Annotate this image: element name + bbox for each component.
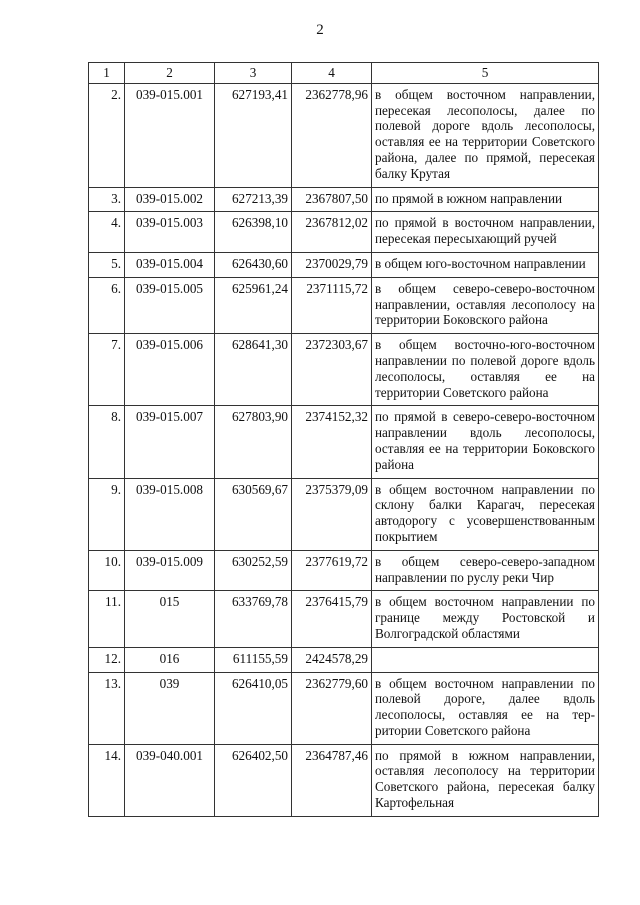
row-number: 12. <box>89 647 125 672</box>
table-row <box>89 406 599 478</box>
coord-y: 2377619,72 <box>292 550 372 591</box>
boundary-description: по прямой в восточном направлении, пересекая пересыхающий ручей <box>372 212 599 253</box>
coord-x: 627803,90 <box>215 406 292 478</box>
boundary-description: в общем восточно-юго-восточном направлении по полевой дороге вдоль лесополосы, оставляя ее на территории Советского района <box>372 334 599 406</box>
table-row <box>89 187 599 212</box>
coord-y: 2372303,67 <box>292 334 372 406</box>
point-code: 015 <box>125 591 215 647</box>
coord-y: 2374152,32 <box>292 406 372 478</box>
boundary-description: в общем восточном направлении по полевой дороге, далее вдоль лесополосы, оставляя ее на территории Советского района <box>372 672 599 744</box>
point-code: 039-015.002 <box>125 187 215 212</box>
table-row <box>89 277 599 333</box>
coord-y: 2375379,09 <box>292 478 372 550</box>
coord-x: 626402,50 <box>215 744 292 816</box>
row-number: 13. <box>89 672 125 744</box>
point-code: 039-040.001 <box>125 744 215 816</box>
table-row <box>89 591 599 647</box>
point-code: 039-015.001 <box>125 83 215 187</box>
page-number: 2 <box>316 22 324 38</box>
coord-y: 2424578,29 <box>292 647 372 672</box>
header-row <box>89 63 599 84</box>
point-code: 039-015.003 <box>125 212 215 253</box>
coord-y: 2362778,96 <box>292 83 372 187</box>
row-number: 10. <box>89 550 125 591</box>
row-number: 14. <box>89 744 125 816</box>
row-number: 9. <box>89 478 125 550</box>
boundary-description: в общем юго-восточном направлении <box>372 252 599 277</box>
header-cell-3: 3 <box>215 63 292 84</box>
row-number: 7. <box>89 334 125 406</box>
coord-x: 611155,59 <box>215 647 292 672</box>
table-row <box>89 744 599 816</box>
coord-y: 2376415,79 <box>292 591 372 647</box>
table-body <box>89 83 599 816</box>
boundary-description: по прямой в южном направлении <box>372 187 599 212</box>
table-row <box>89 83 599 187</box>
coord-x: 626398,10 <box>215 212 292 253</box>
coord-x: 626410,05 <box>215 672 292 744</box>
header-cell-5: 5 <box>372 63 599 84</box>
boundary-description: в общем северо-северо-восточном направлении, оставляя лесополосу на территории Боковского района <box>372 277 599 333</box>
coord-y: 2364787,46 <box>292 744 372 816</box>
coord-y: 2367812,02 <box>292 212 372 253</box>
point-code: 039-015.009 <box>125 550 215 591</box>
row-number: 5. <box>89 252 125 277</box>
point-code: 039-015.005 <box>125 277 215 333</box>
point-code: 039-015.004 <box>125 252 215 277</box>
coord-x: 626430,60 <box>215 252 292 277</box>
coord-y: 2362779,60 <box>292 672 372 744</box>
point-code: 039 <box>125 672 215 744</box>
boundary-description <box>372 647 599 672</box>
coord-y: 2370029,79 <box>292 252 372 277</box>
coord-x: 633769,78 <box>215 591 292 647</box>
table-row <box>89 212 599 253</box>
point-code: 039-015.007 <box>125 406 215 478</box>
coord-x: 627193,41 <box>215 83 292 187</box>
coord-y: 2367807,50 <box>292 187 372 212</box>
row-number: 3. <box>89 187 125 212</box>
table-row <box>89 334 599 406</box>
table-row <box>89 550 599 591</box>
point-code: 016 <box>125 647 215 672</box>
boundary-description: в общем восточном направлении по склону балки Карагач, пересекая автодорогу с усовершенствованным покрытием <box>372 478 599 550</box>
row-number: 8. <box>89 406 125 478</box>
table-row <box>89 647 599 672</box>
row-number: 4. <box>89 212 125 253</box>
boundary-table <box>88 62 599 817</box>
point-code: 039-015.006 <box>125 334 215 406</box>
boundary-description: в общем северо-северо-западном направлении по руслу реки Чир <box>372 550 599 591</box>
header-cell-1: 1 <box>89 63 125 84</box>
coord-x: 628641,30 <box>215 334 292 406</box>
point-code: 039-015.008 <box>125 478 215 550</box>
boundary-description: в общем восточном направлении, пересекая лесополосы, далее по полевой дороге вдоль лесополосы, оставляя ее на территории Советского района, далее по прямой, пересекая балку Крутая <box>372 83 599 187</box>
coord-y: 2371115,72 <box>292 277 372 333</box>
coord-x: 630252,59 <box>215 550 292 591</box>
coord-x: 627213,39 <box>215 187 292 212</box>
coord-x: 625961,24 <box>215 277 292 333</box>
row-number: 6. <box>89 277 125 333</box>
header-cell-4: 4 <box>292 63 372 84</box>
header-cell-2: 2 <box>125 63 215 84</box>
boundary-description: в общем восточном направлении по границе между Ростовской и Волгоградской областями <box>372 591 599 647</box>
coord-x: 630569,67 <box>215 478 292 550</box>
table-row <box>89 672 599 744</box>
table-row <box>89 478 599 550</box>
table-row <box>89 252 599 277</box>
boundary-description: по прямой в южном направлении, оставляя лесополосу на территории Советского района, пересекая балку Картофельная <box>372 744 599 816</box>
boundary-description: по прямой в северо-северо-восточном направлении вдоль лесополосы, оставляя ее на территории Боковского района <box>372 406 599 478</box>
row-number: 2. <box>89 83 125 187</box>
row-number: 11. <box>89 591 125 647</box>
